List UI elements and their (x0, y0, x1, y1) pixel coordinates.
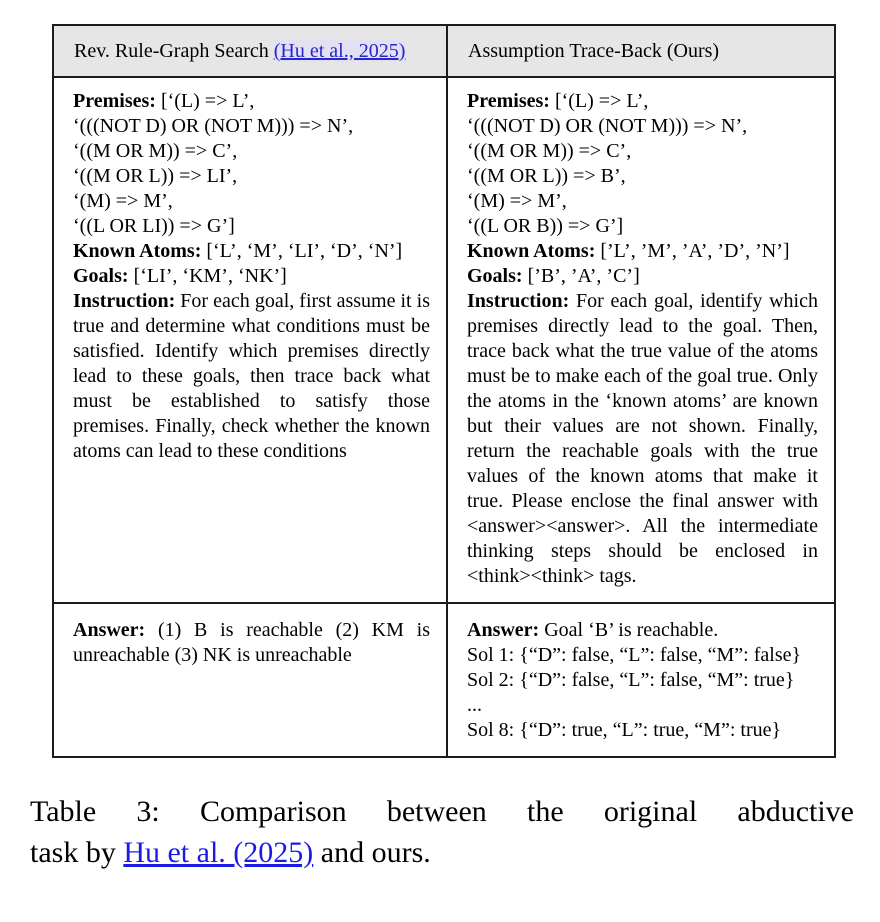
premises-label: Premises: (73, 90, 156, 112)
goals-value: [’B’, ’A’, ’C’] (527, 265, 640, 287)
premise-line: ‘((L OR B)) => G’] (467, 215, 624, 237)
goals-value: [‘LI’, ‘KM’, ‘NK’] (133, 265, 287, 287)
caption-line-1: Table 3: Comparison between the original abductive (30, 795, 854, 828)
premise-line: ‘((M OR L)) => B’, (467, 165, 626, 187)
goals-label: Goals: (73, 265, 129, 287)
solution-line: Sol 2: {“D”: false, “L”: false, “M”: true} (467, 669, 795, 691)
table-header-row (54, 26, 834, 78)
premise-line: ‘(M) => M’, (73, 190, 173, 212)
caption-citation-link[interactable]: Hu et al. (2025) (123, 836, 314, 869)
known-atoms-line (467, 239, 818, 264)
goals-line (467, 264, 818, 289)
comparison-table (52, 24, 836, 758)
caption-line-2 (30, 832, 854, 873)
known-atoms-label: Known Atoms: (73, 240, 202, 262)
table-caption (30, 791, 854, 873)
header-citation-link[interactable]: (Hu et al., 2025) (273, 40, 406, 62)
premise-line: ‘((M OR M)) => C’, (73, 140, 238, 162)
answer-label: Answer: (467, 619, 540, 641)
answer-text: (1) B is reachable (2) KM is unreachable (3) NK is unreachable (73, 619, 430, 666)
answer-intro-line (467, 618, 818, 643)
instruction-paragraph (467, 289, 818, 589)
known-atoms-label: Known Atoms: (467, 240, 596, 262)
instruction-label: Instruction: (73, 290, 176, 312)
known-atoms-value: [‘L’, ‘M’, ‘LI’, ‘D’, ‘N’] (206, 240, 403, 262)
solution-line: Sol 1: {“D”: false, “L”: false, “M”: false} (467, 644, 802, 666)
answer-label: Answer: (73, 619, 146, 641)
header-cell-left (54, 26, 448, 76)
body-cell-left (54, 78, 448, 602)
known-atoms-value: [’L’, ’M’, ’A’, ’D’, ’N’] (600, 240, 790, 262)
caption-text-before: task by (30, 836, 124, 869)
premise-line: ‘((M OR M)) => C’, (467, 140, 632, 162)
premise-line: ‘((L OR LI)) => G’] (73, 215, 235, 237)
caption-text-after: and ours. (313, 836, 431, 869)
answer-paragraph (73, 618, 430, 668)
answer-cell-right (448, 604, 834, 756)
solution-line: Sol 8: {“D”: true, “L”: true, “M”: true} (467, 719, 782, 741)
instruction-label: Instruction: (467, 290, 570, 312)
header-left-title: Rev. Rule-Graph Search (74, 40, 274, 62)
premise-line: ‘(((NOT D) OR (NOT M))) => N’, (73, 115, 354, 137)
goals-label: Goals: (467, 265, 523, 287)
header-right-title: Assumption Trace-Back (Ours) (468, 40, 720, 62)
body-cell-right (448, 78, 834, 602)
instruction-text: For each goal, identify which premises directly lead to the goal. Then, trace back what the true value of the atoms must be to make each of the goal true. Only the atoms in the ‘known atoms’ are known but their values are not shown. Finally, return the reachable goals with the true values of the known atoms that make it true. Please enclose the final answer with <answer><answer>. All the intermediate thinking steps should be enclosed in <think><think> tags. (467, 290, 818, 587)
table-body-row (54, 78, 834, 604)
answer-intro: Goal ‘B’ is reachable. (544, 619, 719, 641)
premise-line (467, 89, 818, 114)
instruction-text: For each goal, first assume it is true and determine what conditions must be satisfied. Identify which premises directly lead to these goals, then trace back what must be established to satisfy those premises. Finally, check whether the known atoms can lead to these conditions (73, 290, 430, 462)
answer-cell-left (54, 604, 448, 756)
premises-label: Premises: (467, 90, 550, 112)
premise-text: [‘(L) => L’, (160, 90, 255, 112)
premise-text: [‘(L) => L’, (554, 90, 649, 112)
table-answer-row (54, 604, 834, 756)
header-cell-right (448, 26, 834, 76)
instruction-paragraph (73, 289, 430, 464)
premise-line: ‘(M) => M’, (467, 190, 567, 212)
premise-line: ‘(((NOT D) OR (NOT M))) => N’, (467, 115, 748, 137)
known-atoms-line (73, 239, 430, 264)
premise-line: ‘((M OR L)) => LI’, (73, 165, 238, 187)
goals-line (73, 264, 430, 289)
solution-line: ... (467, 694, 482, 716)
premise-line (73, 89, 430, 114)
